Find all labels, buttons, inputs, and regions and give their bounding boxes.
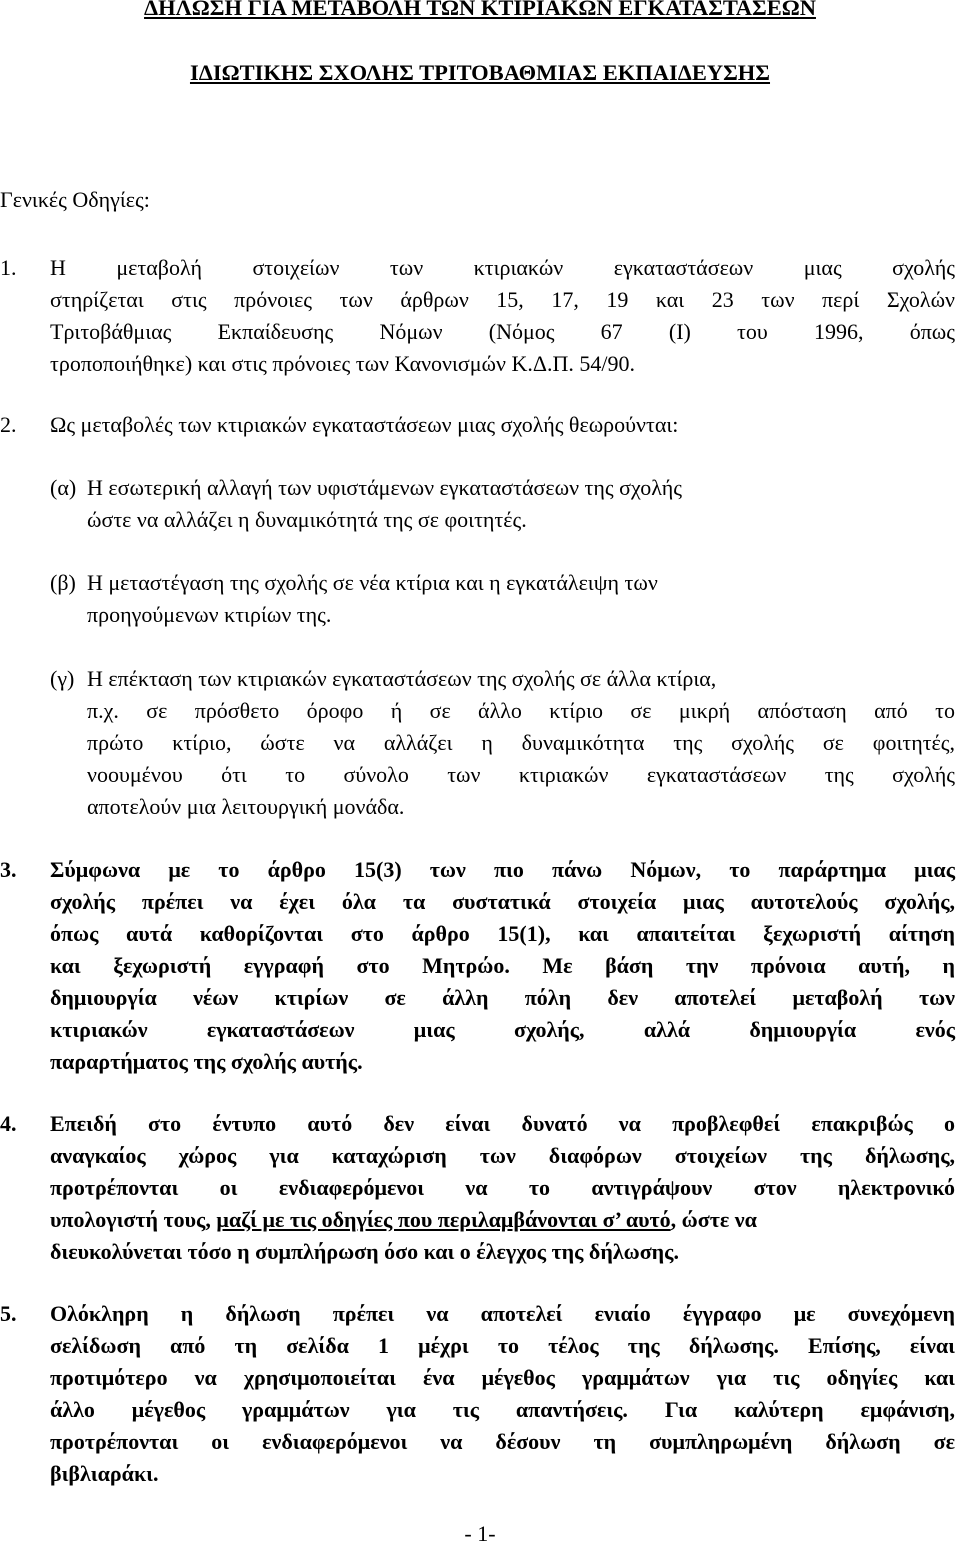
item-line: τροποποιήθηκε) και στις πρόνοιες των Κανονισμών Κ.Δ.Π. 54/90. [50, 351, 636, 376]
item-line: προτρέπονται οι ενδιαφερόμενοι να δέσουν τη συμπληρωμένη δήλωση σε [50, 1429, 955, 1454]
item-line-start: υπολογιστή τους, [50, 1207, 217, 1232]
item-number: 4. [0, 1111, 17, 1136]
item-line-with-underline [50, 1206, 757, 1234]
item-number: 1. [0, 255, 17, 280]
item-line: Η μεταβολή στοιχείων των κτιριακών εγκαταστάσεων μιας σχολής [50, 255, 955, 280]
item-line: διευκολύνεται τόσο η συμπλήρωση όσο και ο έλεγχος της δήλωσης. [50, 1239, 679, 1264]
item-number: 2. [0, 412, 17, 437]
item-line: δημιουργία νέων κτιρίων σε άλλη πόλη δεν αποτελεί μεταβολή των [50, 985, 955, 1010]
subitem-line: Η επέκταση των κτιριακών εγκαταστάσεων της σχολής σε άλλα κτίρια, [87, 666, 717, 691]
underlined-phrase: μαζί με τις οδηγίες που περιλαμβάνονται σ’ αυτό [216, 1207, 671, 1232]
subitem-line: νοουμένου ότι το σύνολο των κτιριακών εγκαταστάσεων της σχολής [87, 762, 955, 787]
item-line: στηρίζεται στις πρόνοιες των άρθρων 15, 17, 19 και 23 των περί Σχολών [50, 287, 955, 312]
page-number: - 1- [464, 1521, 496, 1546]
item-line-end: , ώστε να [670, 1207, 757, 1232]
item-line: βιβλιαράκι. [50, 1461, 159, 1486]
subitem-line: ώστε να αλλάζει η δυναμικότητά της σε φοιτητές. [87, 507, 527, 532]
item-line: Επειδή στο έντυπο αυτό δεν είναι δυνατό να προβλεφθεί επακριβώς ο [50, 1111, 955, 1136]
item-number: 5. [0, 1301, 17, 1326]
item-line: και ξεχωριστή εγγραφή στο Μητρώο. Με βάση την πρόνοια αυτή, η [50, 953, 955, 978]
item-line: παραρτήματος της σχολής αυτής. [50, 1049, 363, 1074]
item-line: κτιριακών εγκαταστάσεων μιας σχολής, αλλά δημιουργία ενός [50, 1017, 955, 1042]
item-line: σχολής πρέπει να έχει όλα τα συστατικά στοιχεία μιας αυτοτελούς σχολής, [50, 889, 955, 914]
document-title-line1: ΔΗΛΩΣΗ ΓΙΑ ΜΕΤΑΒΟΛΗ ΤΩΝ ΚΤΙΡΙΑΚΩΝ ΕΓΚΑΤΑΣΤΑΣΕΩΝ [144, 0, 816, 20]
subitem-label-a: (α) [50, 475, 77, 500]
item-line: Τριτοβάθμιας Εκπαίδευσης Νόμων (Νόμος 67 (Ι) του 1996, όπως [50, 319, 955, 344]
document-title-line2: ΙΔΙΩΤΙΚΗΣ ΣΧΟΛΗΣ ΤΡΙΤΟΒΑΘΜΙΑΣ ΕΚΠΑΙΔΕΥΣΗΣ [189, 60, 771, 85]
item-line: Ολόκληρη η δήλωση πρέπει να αποτελεί ενιαίο έγγραφο με συνεχόμενη [50, 1301, 955, 1326]
item-line: όπως αυτά καθορίζονται στο άρθρο 15(1), και απαιτείται ξεχωριστή αίτηση [50, 921, 955, 946]
item-intro: Ως μεταβολές των κτιριακών εγκαταστάσεων μιας σχολής θεωρούνται: [50, 412, 679, 437]
subitem-line: αποτελούν μια λειτουργική μονάδα. [87, 794, 405, 819]
item-line: Σύμφωνα με το άρθρο 15(3) των πιο πάνω Νόμων, το παράρτημα μιας [50, 857, 955, 882]
subitem-label-c: (γ) [50, 666, 75, 691]
subitem-label-b: (β) [50, 570, 76, 595]
item-line: αναγκαίος χώρος για καταχώριση των διαφόρων στοιχείων της δήλωσης, [50, 1143, 955, 1168]
subitem-line: προηγούμενων κτιρίων της. [87, 602, 332, 627]
subitem-line: Η μεταστέγαση της σχολής σε νέα κτίρια και η εγκατάλειψη των [87, 570, 658, 595]
subitem-line: πρώτο κτίριο, ώστε να αλλάζει η δυναμικότητα της σχολής σε φοιτητές, [87, 730, 955, 755]
subitem-line: Η εσωτερική αλλαγή των υφιστάμενων εγκαταστάσεων της σχολής [87, 475, 682, 500]
item-number: 3. [0, 857, 17, 882]
subitem-line: π.χ. σε πρόσθετο όροφο ή σε άλλο κτίριο σε μικρή απόσταση από το [87, 698, 955, 723]
general-instructions-heading: Γενικές Οδηγίες: [0, 187, 150, 212]
item-line: άλλο μέγεθος γραμμάτων για τις απαντήσεις. Για καλύτερη εμφάνιση, [50, 1397, 955, 1422]
item-line: προτρέπονται οι ενδιαφερόμενοι να το αντιγράψουν στον ηλεκτρονικό [50, 1175, 955, 1200]
item-line: προτιμότερο να χρησιμοποιείται ένα μέγεθος γραμμάτων για τις οδηγίες και [50, 1365, 955, 1390]
item-line: σελίδωση από τη σελίδα 1 μέχρι το τέλος της δήλωσης. Επίσης, είναι [50, 1333, 955, 1358]
